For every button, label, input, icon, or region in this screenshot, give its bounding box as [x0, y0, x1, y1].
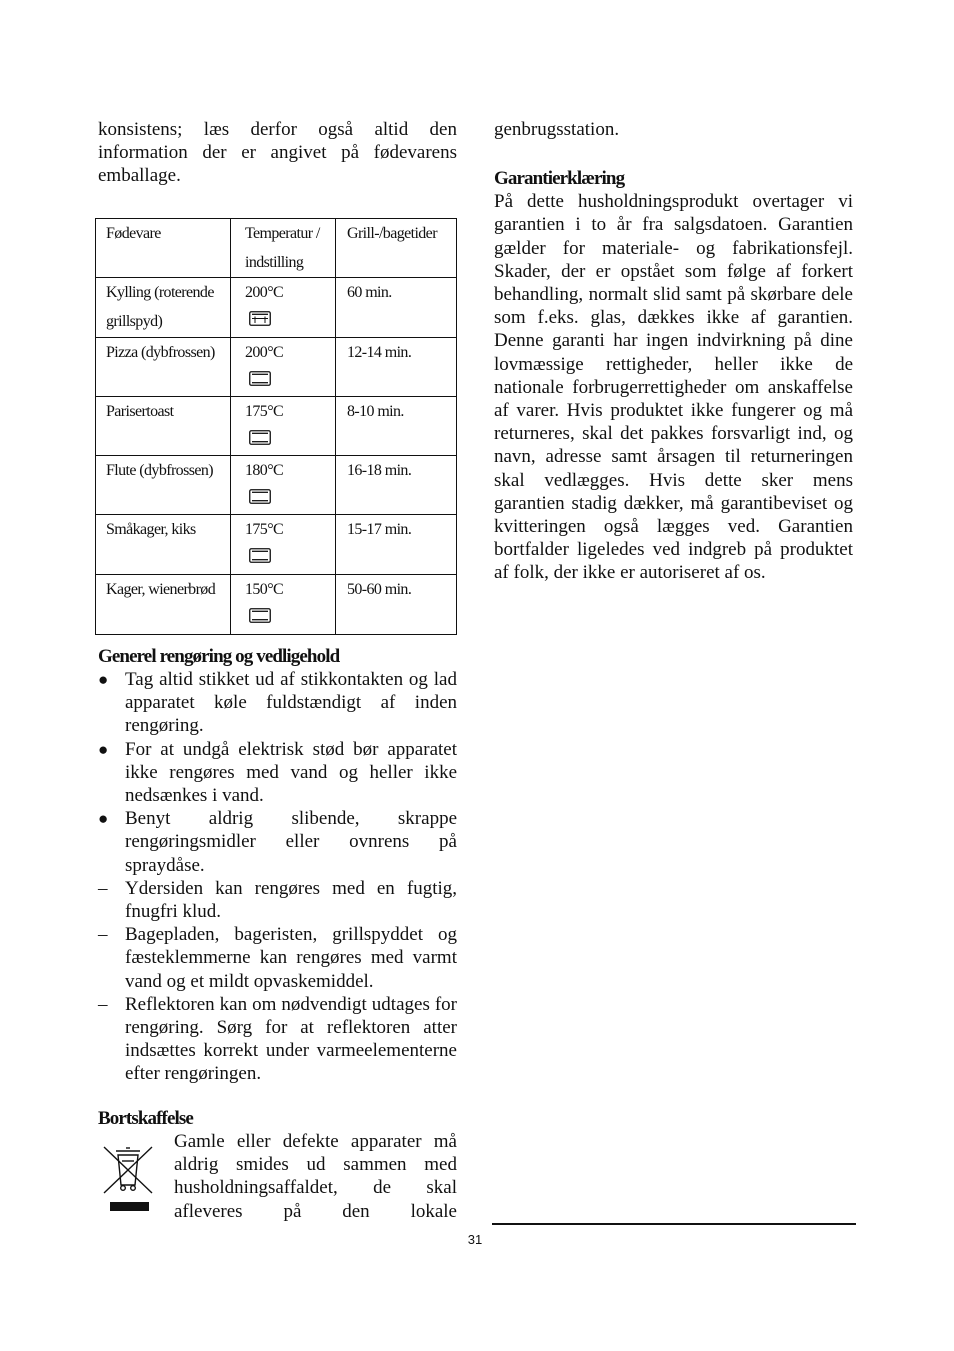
table-row — [96, 515, 457, 575]
time-cell: 15-17 min. — [347, 521, 412, 538]
list-item — [98, 877, 457, 923]
temperature-value: 175°C — [245, 521, 284, 538]
footer-rule — [492, 1223, 856, 1225]
table-header-time: Grill-/bagetider — [347, 225, 437, 242]
list-item-text: Ydersiden kan rengøres med en fugtig, fnugfri klud. — [125, 877, 457, 923]
cooking-table — [95, 218, 457, 635]
list-item — [98, 807, 457, 877]
continuation-text: genbrugsstation. — [494, 119, 620, 140]
food-cell: Kager, wienerbrød — [106, 581, 216, 598]
list-item-text: Benyt aldrig slibende, skrappe rengøringsmidler eller ovnrens på spraydåse. — [125, 808, 457, 876]
list-item — [98, 738, 457, 808]
disposal-heading: Bortskaffelse — [98, 1108, 193, 1129]
rotisserie-icon — [249, 311, 271, 326]
left-column — [98, 118, 457, 188]
warranty-heading: Garantierklæring — [494, 168, 625, 190]
table-row — [96, 456, 457, 515]
crossed-out-wheelie-bin-icon — [98, 1143, 158, 1223]
table-header-temperature: Temperatur / indstilling — [245, 225, 320, 271]
time-cell: 60 min. — [347, 284, 392, 301]
intro-paragraph: konsistens; læs derfor også altid den information der er angivet på fødevarens emballage. — [98, 119, 457, 187]
temperature-value: 200°C — [245, 344, 284, 361]
food-cell: Kylling (roterende grillspyd) — [106, 284, 214, 330]
bullet-marker: ● — [98, 739, 109, 759]
table-header-food: Fødevare — [106, 225, 161, 242]
table-row — [96, 397, 457, 456]
list-item-text: Tag altid stikket ud af stikkontakten og lad apparatet køle fuldstændigt af inden rengøring. — [125, 669, 457, 737]
list-item-text: Reflektoren kan om nødvendigt udtages for rengøring. Sørg for at reflektoren atter indsættes korrekt under varmeelementerne efter rengøringen. — [125, 993, 457, 1085]
disposal-text: Gamle eller defekte apparater må aldrig smides ud sammen med husholdningsaffaldet, de skal afleveres på den lokale — [174, 1131, 457, 1222]
food-cell: Pizza (dybfrossen) — [106, 344, 215, 361]
list-item — [98, 668, 457, 738]
right-column — [494, 118, 853, 585]
table-row — [96, 575, 457, 635]
time-cell: 16-18 min. — [347, 462, 412, 479]
time-cell: 50-60 min. — [347, 581, 412, 598]
dash-marker: – — [98, 993, 108, 1015]
bullet-marker: ● — [98, 670, 109, 689]
table-header-row — [96, 219, 457, 278]
warranty-text: På dette husholdningsprodukt overtager vi garantien i to år fra salgsdatoen. Garantien gælder for materiale- og fabrikationsfejl. Skader, der er opstået som følge af forkert behandling, normalt slid samt på skørbare dele som f.eks. glas, dækkes ikke af garantien. Denne garanti har ingen indvirkning på dine lovmæssige rettigheder, heller ikke de nationale forbrugerrettigheder om anskaffelse af varer. Hvis produktet ikke fungerer og må returneres, skal det pakkes forsvarligt ind, og navn, adresse samt årsagen til returneringen skal vedlægges. Hvis dette sker mens garantien stadig dækker, må garantibeviset og kvitteringen også lægges ved. Garantien bortfalder ligeledes ved indgreb på produktet af folk, der ikke er autoriseret af os. — [494, 191, 853, 584]
cleaning-heading: Generel rengøring og vedligehold — [98, 646, 340, 667]
temperature-value: 200°C — [245, 284, 284, 301]
time-cell: 8-10 min. — [347, 403, 404, 420]
bullet-marker: ● — [98, 809, 109, 829]
food-cell: Flute (dybfrossen) — [106, 462, 213, 479]
top-bottom-heat-icon — [249, 430, 271, 445]
table-row — [96, 338, 457, 397]
temperature-value: 180°C — [245, 462, 284, 479]
list-item-text: For at undgå elektrisk stød bør apparatet ikke rengøres med vand og heller ikke nedsænkes i vand. — [125, 738, 457, 807]
food-cell: Parisertoast — [106, 403, 174, 420]
page-number: 31 — [467, 1232, 483, 1247]
top-bottom-heat-icon — [249, 489, 271, 504]
top-bottom-heat-icon — [249, 608, 271, 623]
list-item-text: Bagepladen, bageristen, grillspyddet og fæsteklemmerne kan rengøres med varmt vand og et mildt opvaskemiddel. — [125, 924, 457, 992]
top-bottom-heat-icon — [249, 548, 271, 563]
list-item — [98, 993, 457, 1086]
top-bottom-heat-icon — [249, 371, 271, 386]
dash-marker: – — [98, 877, 108, 899]
temperature-value: 150°C — [245, 581, 284, 598]
disposal-section — [98, 1107, 457, 1222]
list-item — [98, 923, 457, 993]
food-cell: Småkager, kiks — [106, 521, 196, 538]
temperature-value: 175°C — [245, 403, 284, 420]
time-cell: 12-14 min. — [347, 344, 412, 361]
cleaning-section — [98, 645, 457, 1086]
dash-marker: – — [98, 924, 108, 946]
table-row — [96, 278, 457, 338]
